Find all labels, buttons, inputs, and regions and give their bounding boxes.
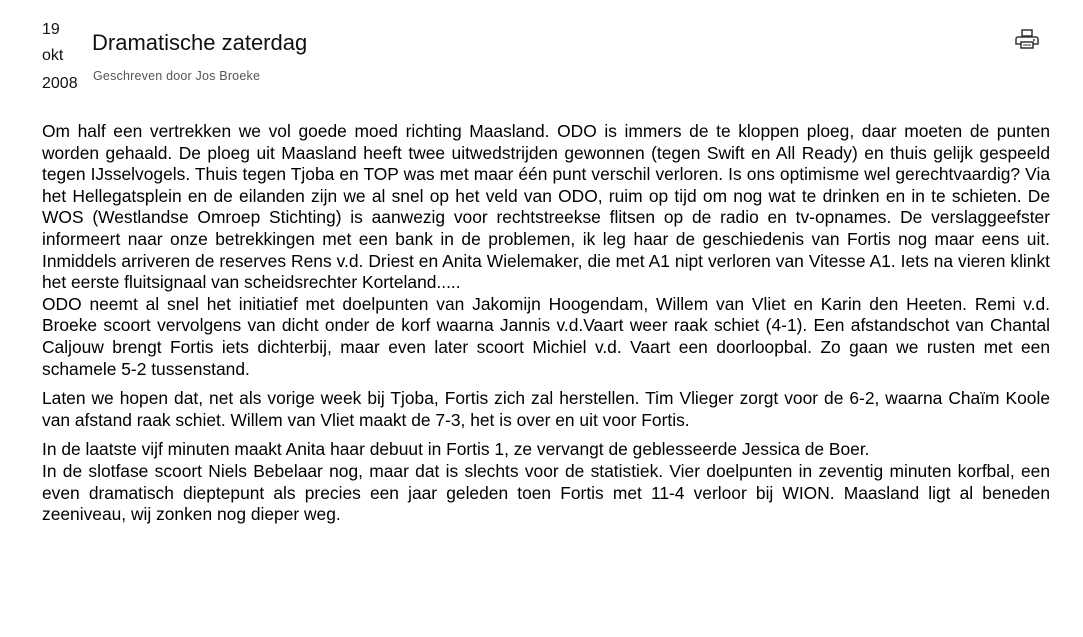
article-paragraph: Laten we hopen dat, net als vorige week bij Tjoba, Fortis zich zal herstellen. Tim Vlieger zorgt voor de 6-2, waarna Chaïm Koole van afstand raak schiet. Willem van Vliet maakt de 7-3, het is over en uit voor Fortis. [42, 388, 1050, 430]
post-date-month: okt [42, 47, 64, 64]
article-paragraph: In de laatste vijf minuten maakt Anita haar debuut in Fortis 1, ze vervangt de geblesseerde Jessica de Boer. [42, 439, 870, 460]
article-paragraph: ODO neemt al snel het initiatief met doelpunten van Jakomijn Hoogendam, Willem van Vliet en Karin den Heeten. Remi v.d. Broeke scoort vervolgens van dicht onder de korf waarna Jannis v.d.Vaart weer raak schiet (4-1). Een afstandschot van Chantal Caljouw brengt Fortis iets dichterbij, maar even later scoort Michiel v.d. Vaart een doorloopbal. Zo gaan we rusten met een schamele 5-2 tussenstand. [42, 293, 1050, 379]
article-paragraph: In de slotfase scoort Niels Bebelaar nog, maar dat is slechts voor de statistiek. Vier doelpunten in zeventig minuten korfbal, een even dramatisch dieptepunt als precies een jaar geleden toen Fortis met 11-4 verloor bij WION. Maasland ligt al beneden zeeniveau, wij zonken nog dieper weg. [42, 460, 1050, 525]
printer-icon [1014, 28, 1040, 50]
post-date-year: 2008 [42, 75, 78, 92]
page-title: Dramatische zaterdag [92, 30, 308, 55]
print-button[interactable] [1014, 28, 1040, 50]
post-date [42, 20, 92, 94]
article-body [42, 121, 1050, 526]
article-paragraph: Om half een vertrekken we vol goede moed richting Maasland. ODO is immers de te kloppen ploeg, daar moeten de punten worden gehaald. De ploeg uit Maasland heeft twee uitwedstrijden gewonnen (tegen Swift en All Ready) en thuis gelijk gespeeld tegen IJsselvogels. Thuis tegen Tjoba en TOP was met maar één punt verschil verloren. Is ons optimisme wel gerechtvaardig? Via het Hellegatsplein en de eilanden zijn we al snel op het veld van ODO, ruim op tijd om nog wat te drinken en in te schieten. De WOS (Westlandse Omroep Stichting) is aanwezig voor rechtstreekse flitsen op de radio en tv-opnames. De verslaggeefster informeert naar onze betrekkingen met een bank in de problemen, ik leg haar de geschiedenis van Fortis nog maar eens uit. Inmiddels arriveren de reserves Rens v.d. Driest en Anita Wielemaker, die met A1 nipt verloren van Vitesse A1. Iets na vieren klinkt het eerste fluitsignaal van scheidsrechter Korteland..... [42, 121, 1050, 293]
author-byline: Geschreven door Jos Broeke [93, 69, 261, 83]
post-date-day: 19 [42, 21, 60, 38]
